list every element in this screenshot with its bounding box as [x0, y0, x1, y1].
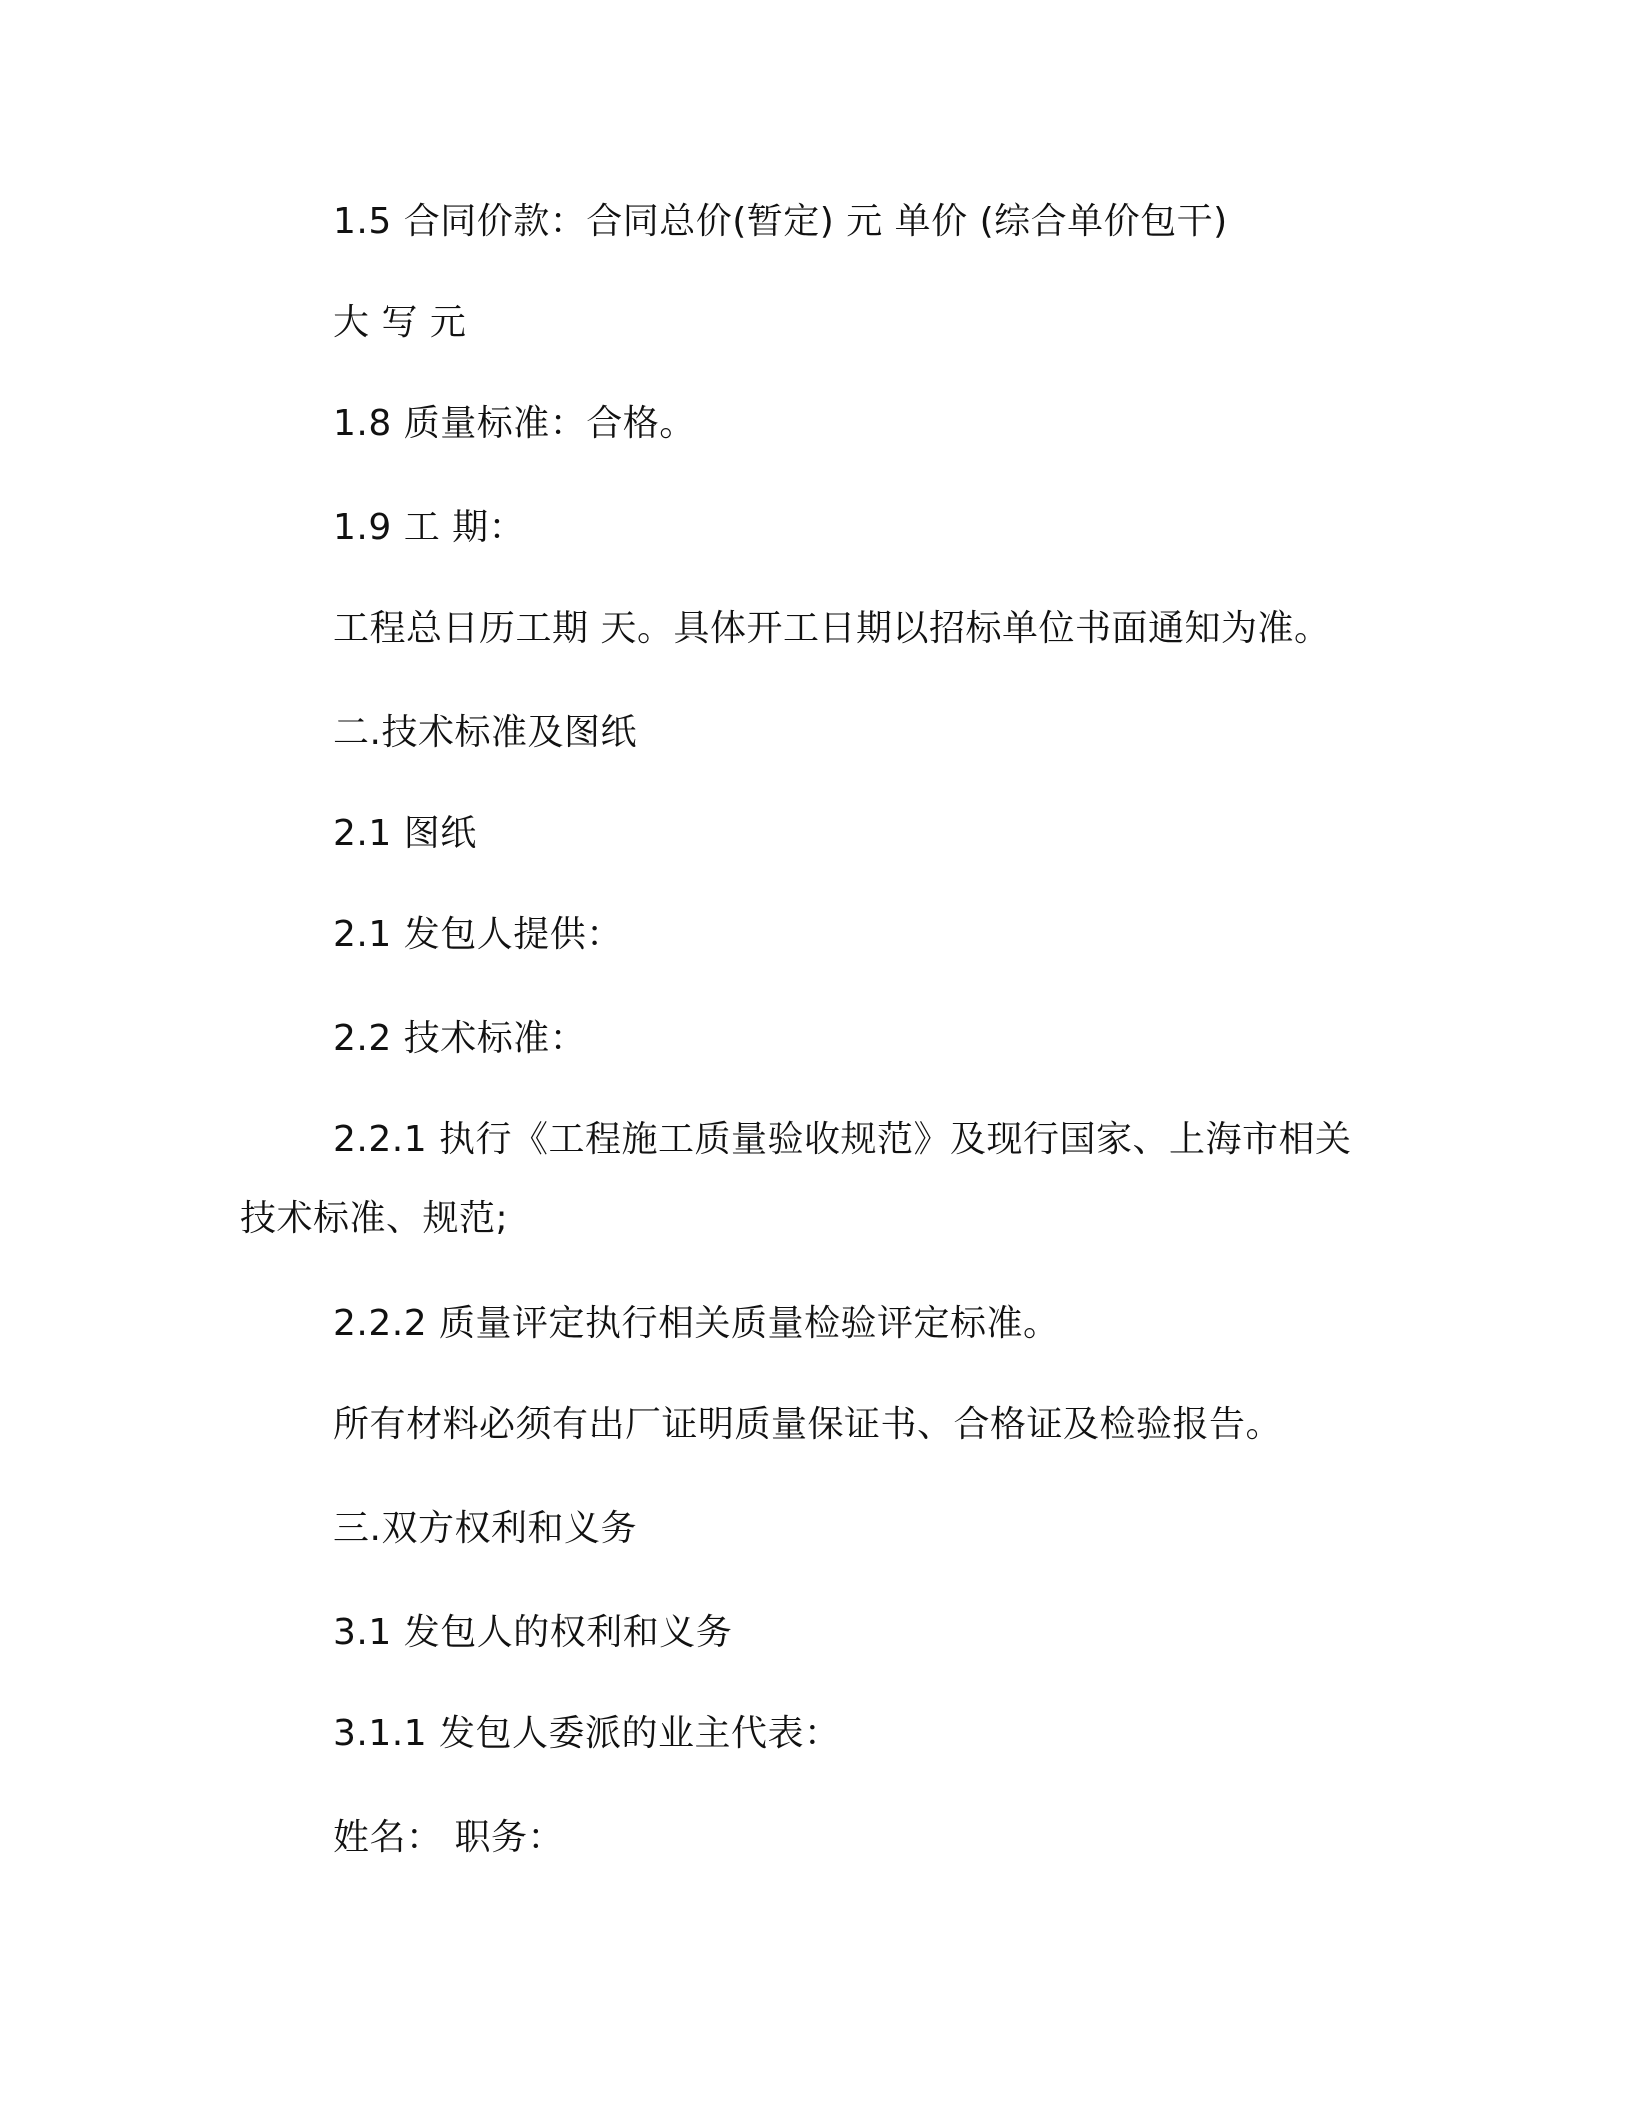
clause-1-9-duration: 1.9 工 期：: [333, 507, 526, 548]
duration-detail: 工程总日历工期 天。具体开工日期以招标单位书面通知为准。: [333, 608, 1331, 649]
clause-2-1-provided-by-employer: 2.1 发包人提供：: [333, 914, 623, 955]
clause-2-2-2-quality-assessment: 2.2.2 质量评定执行相关质量检验评定标准。: [333, 1303, 1060, 1344]
section-3-heading: 三.双方权利和义务: [333, 1508, 637, 1549]
clause-3-1-1-owner-representative: 3.1.1 发包人委派的业主代表：: [333, 1713, 841, 1754]
clause-2-1-drawings: 2.1 图纸: [333, 813, 477, 854]
amount-in-words: 大 写 元: [333, 302, 467, 343]
name-and-position: 姓名： 职务：: [333, 1817, 564, 1858]
section-2-heading: 二.技术标准及图纸: [333, 712, 637, 753]
clause-2-2-1-line-2: 技术标准、规范;: [240, 1198, 509, 1239]
clause-2-2-1-line-1: 2.2.1 执行《工程施工质量验收规范》及现行国家、上海市相关: [333, 1119, 1352, 1160]
clause-2-2-technical-standards: 2.2 技术标准：: [333, 1018, 587, 1059]
clause-1-5-contract-price: 1.5 合同价款：合同总价(暂定) 元 单价 (综合单价包干): [333, 201, 1228, 242]
clause-1-8-quality-standard: 1.8 质量标准：合格。: [333, 403, 696, 444]
clause-3-1-employer-rights: 3.1 发包人的权利和义务: [333, 1612, 733, 1653]
materials-requirement: 所有材料必须有出厂证明质量保证书、合格证及检验报告。: [333, 1404, 1283, 1445]
